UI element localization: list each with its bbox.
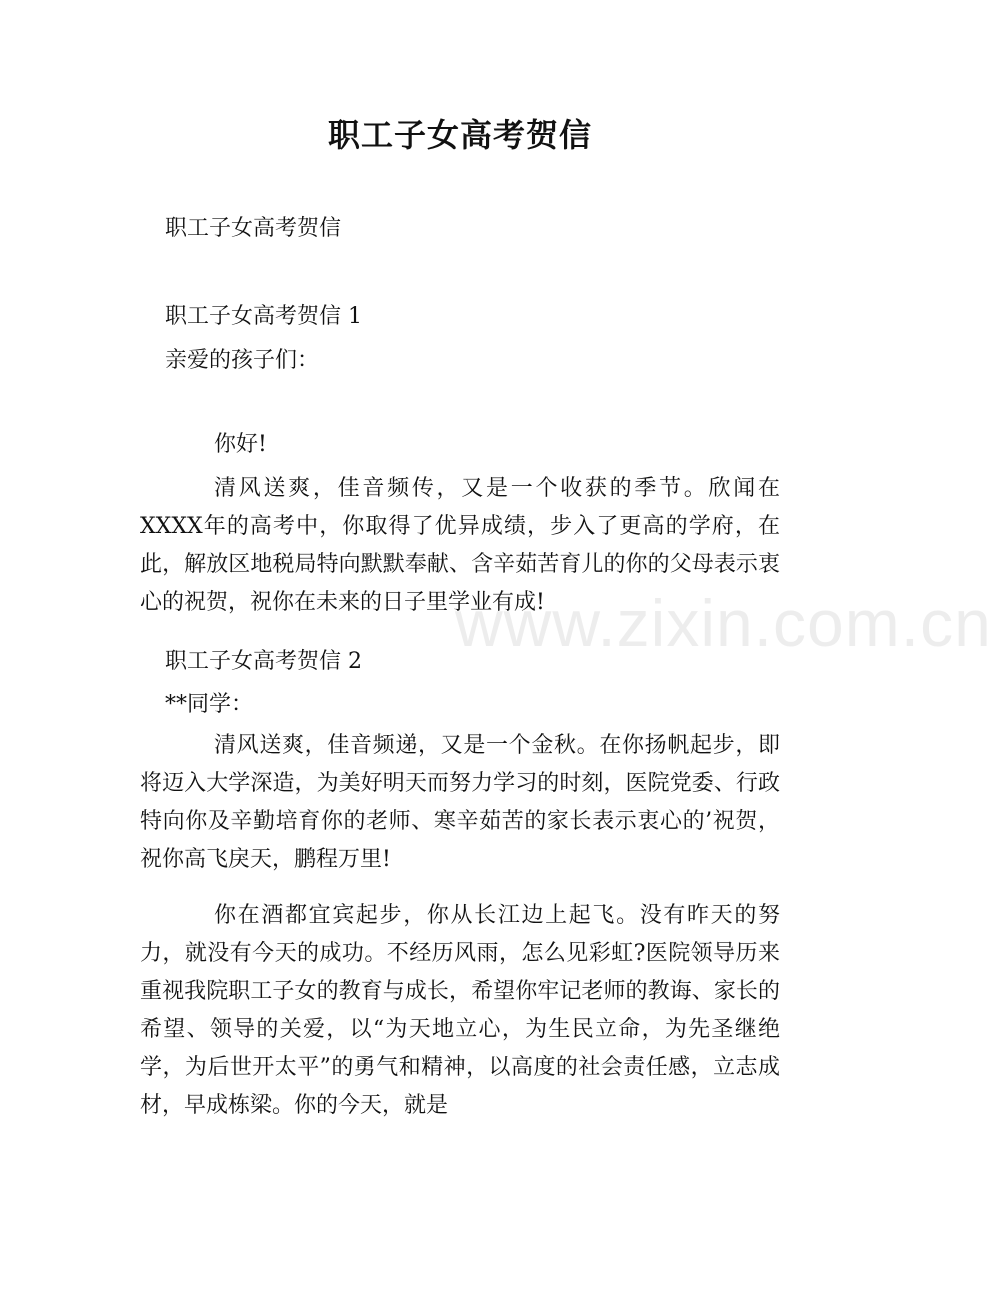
letter1-greeting: 你好! <box>214 432 267 457</box>
watermark-text: www.zixin.com.cn <box>455 586 992 660</box>
letter1-paragraph-1: 清风送爽，佳音频传，又是一个收获的季节。欣闻在XXXX年的高考中，你取得了优异成绩，步入了更高的学府，在此，解放区地税局特向默默奉献、含辛茹苦育儿的你的父母表示衷心的祝贺，祝你在未来的日子里学业有成! <box>140 476 780 615</box>
letter2-paragraph-1: 清风送爽，佳音频递，又是一个金秋。在你扬帆起步，即将迈入大学深造，为美好明天而努力学习的时刻，医院党委、行政特向你及辛勤培育你的老师、寒辛茹苦的家长表示衷心的’祝贺，祝你高飞戾天，鹏程万里! <box>140 733 780 872</box>
letter2-paragraph-2: 你在酒都宜宾起步，你从长江边上起飞。没有昨天的努力，就没有今天的成功。不经历风雨，怎么见彩虹?医院领导历来重视我院职工子女的教育与成长，希望你牢记老师的教诲、家长的希望、领导的关爱，以“为天地立心，为生民立命，为先圣继绝学，为后世开太平”的勇气和精神，以高度的社会责任感，立志成材，早成栋梁。你的今天，就是 <box>140 903 780 1118</box>
letter1-heading: 职工子女高考贺信 1 <box>165 304 362 329</box>
letter2-salutation: **同学： <box>165 692 254 717</box>
document-title: 职工子女高考贺信 <box>327 116 592 154</box>
document-subtitle: 职工子女高考贺信 <box>165 216 342 241</box>
letter2-heading: 职工子女高考贺信 2 <box>165 649 362 674</box>
letter1-salutation: 亲爱的孩子们： <box>165 348 320 373</box>
